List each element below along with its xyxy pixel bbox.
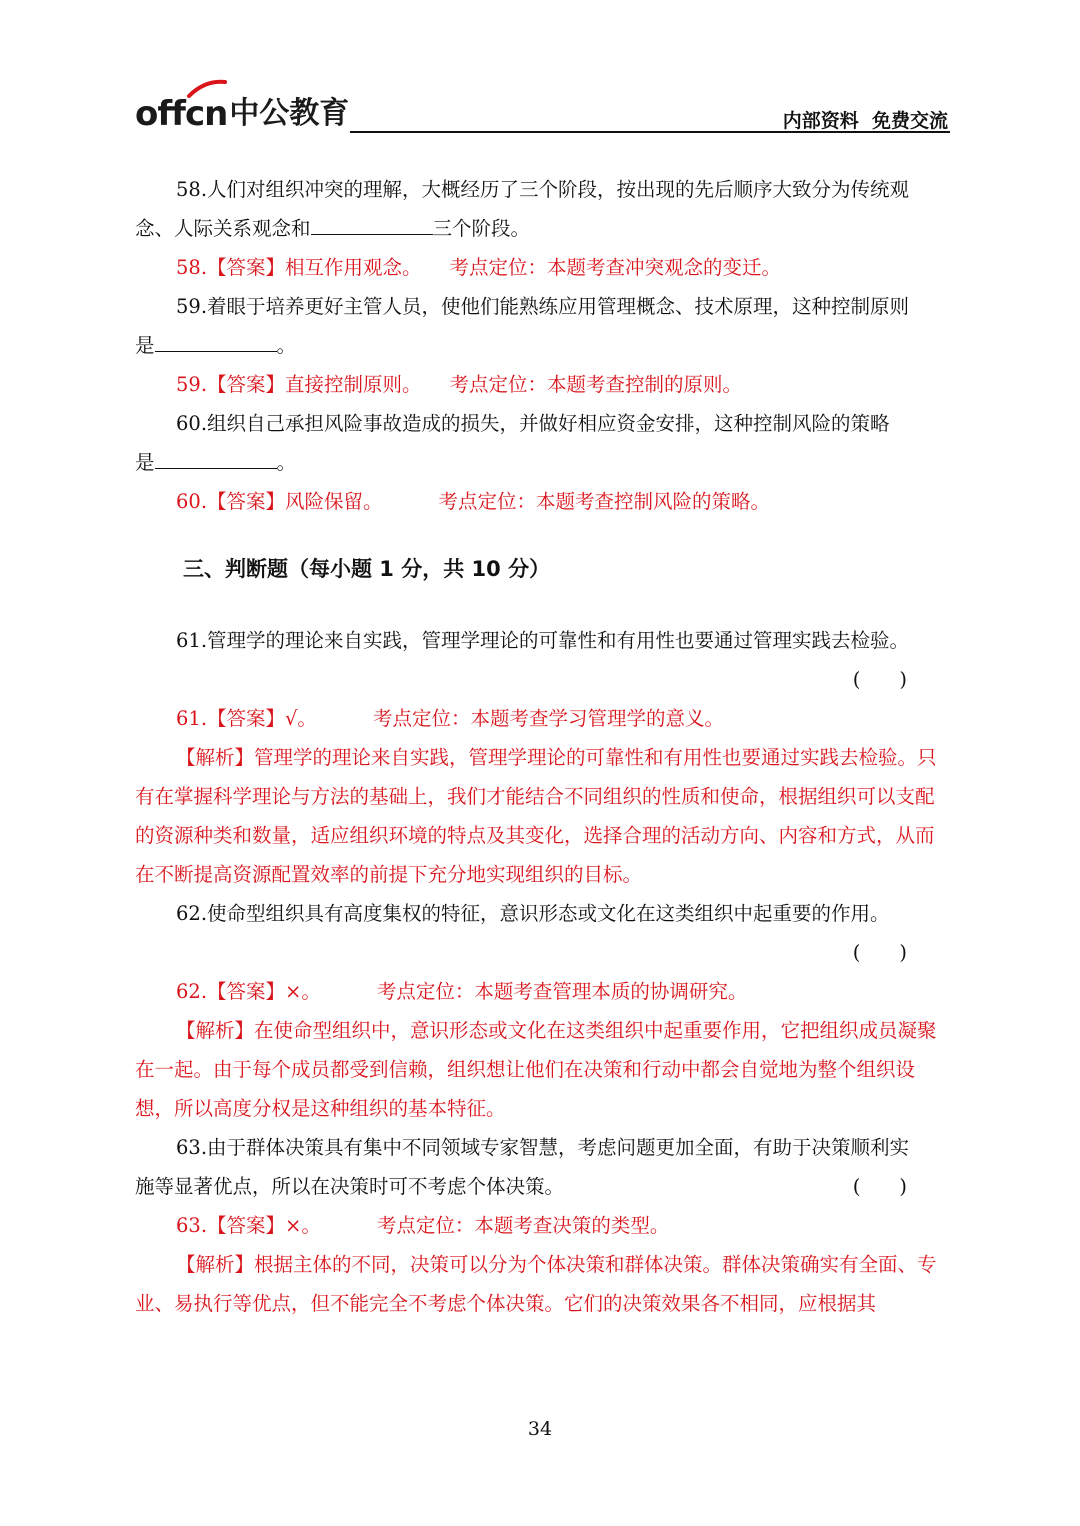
logo-cn-text: 中公教育 — [229, 96, 350, 131]
answer-59: 59.【答案】直接控制原则。 考点定位：本题考查控制的原则。 — [176, 373, 743, 396]
answer-paren: ( ) — [852, 941, 907, 964]
analysis-63: 【解析】根据主体的不同，决策可以分为个体决策和群体决策。群体决策确实有全面、专业、易执行等优点，但不能完全不考虑个体决策。它们的决策效果各不相同，应根据其 — [135, 1253, 937, 1315]
answer-63: 63.【答案】×。 考点定位：本题考查决策的类型。 — [176, 1214, 670, 1237]
question-60-line2: 是 。 — [135, 443, 947, 482]
fill-blank — [155, 327, 277, 352]
question-59-line1: 59.着眼于培养更好主管人员，使他们能熟练应用管理概念、技术原理，这种控制原则 — [176, 295, 910, 318]
answer-58: 58.【答案】相互作用观念。 考点定位：本题考查冲突观念的变迁。 — [176, 256, 782, 279]
question-58-line2: 念、人际关系观念和 三个阶段。 — [135, 209, 947, 248]
page-header — [135, 86, 950, 136]
question-59-line2: 是 。 — [135, 326, 947, 365]
analysis-62: 【解析】在使命型组织中，意识形态或文化在这类组织中起重要作用，它把组织成员凝聚在一起。由于每个成员都受到信赖，组织想让他们在决策和行动中都会自觉地为整个组织设想，所以高度分权是这种组织的基本特征。 — [135, 1019, 937, 1120]
logo-en-text: offcn — [135, 94, 228, 134]
question-58-line1: 58.人们对组织冲突的理解，大概经历了三个阶段，按出现的先后顺序大致分为传统观 — [176, 178, 910, 201]
page-number: 34 — [527, 1418, 553, 1440]
offcn-logo — [135, 86, 349, 134]
fill-blank — [311, 210, 433, 235]
question-62: 62.使命型组织具有高度集权的特征，意识形态或文化在这类组织中起重要的作用。 — [176, 902, 890, 925]
logo-swoosh-icon — [187, 78, 227, 98]
answer-61: 61.【答案】√。 考点定位：本题考查学习管理学的意义。 — [176, 707, 724, 730]
fill-blank — [155, 444, 277, 469]
question-63-line2: 施等显著优点，所以在决策时可不考虑个体决策。 ( ) — [135, 1175, 907, 1198]
question-61: 61.管理学的理论来自实践，管理学理论的可靠性和有用性也要通过管理实践去检验。 — [176, 629, 910, 652]
analysis-61: 【解析】管理学的理论来自实践，管理学理论的可靠性和有用性也要通过实践去检验。只有在掌握科学理论与方法的基础上，我们才能结合不同组织的性质和使命，根据组织可以支配的资源种类和数量，适应组织环境的特点及其变化，选择合理的活动方向、内容和方式，从而在不断提高资源配置效率的前提下充分地实现组织的目标。 — [135, 746, 937, 886]
question-63-line1: 63.由于群体决策具有集中不同领域专家智慧，考虑问题更加全面，有助于决策顺利实 — [176, 1136, 910, 1159]
answer-62: 62.【答案】×。 考点定位：本题考查管理本质的协调研究。 — [176, 980, 748, 1003]
answer-paren: ( ) — [852, 668, 907, 691]
answer-60: 60.【答案】风险保留。 考点定位：本题考查控制风险的策略。 — [176, 490, 771, 513]
question-60-line1: 60.组织自己承担风险事故造成的损失，并做好相应资金安排，这种控制风险的策略 — [176, 412, 890, 435]
page-content — [135, 170, 947, 1323]
header-tagline: 内部资料 免费交流 — [782, 110, 948, 132]
section-title: 三、判断题（每小题 1 分，共 10 分） — [183, 557, 551, 581]
